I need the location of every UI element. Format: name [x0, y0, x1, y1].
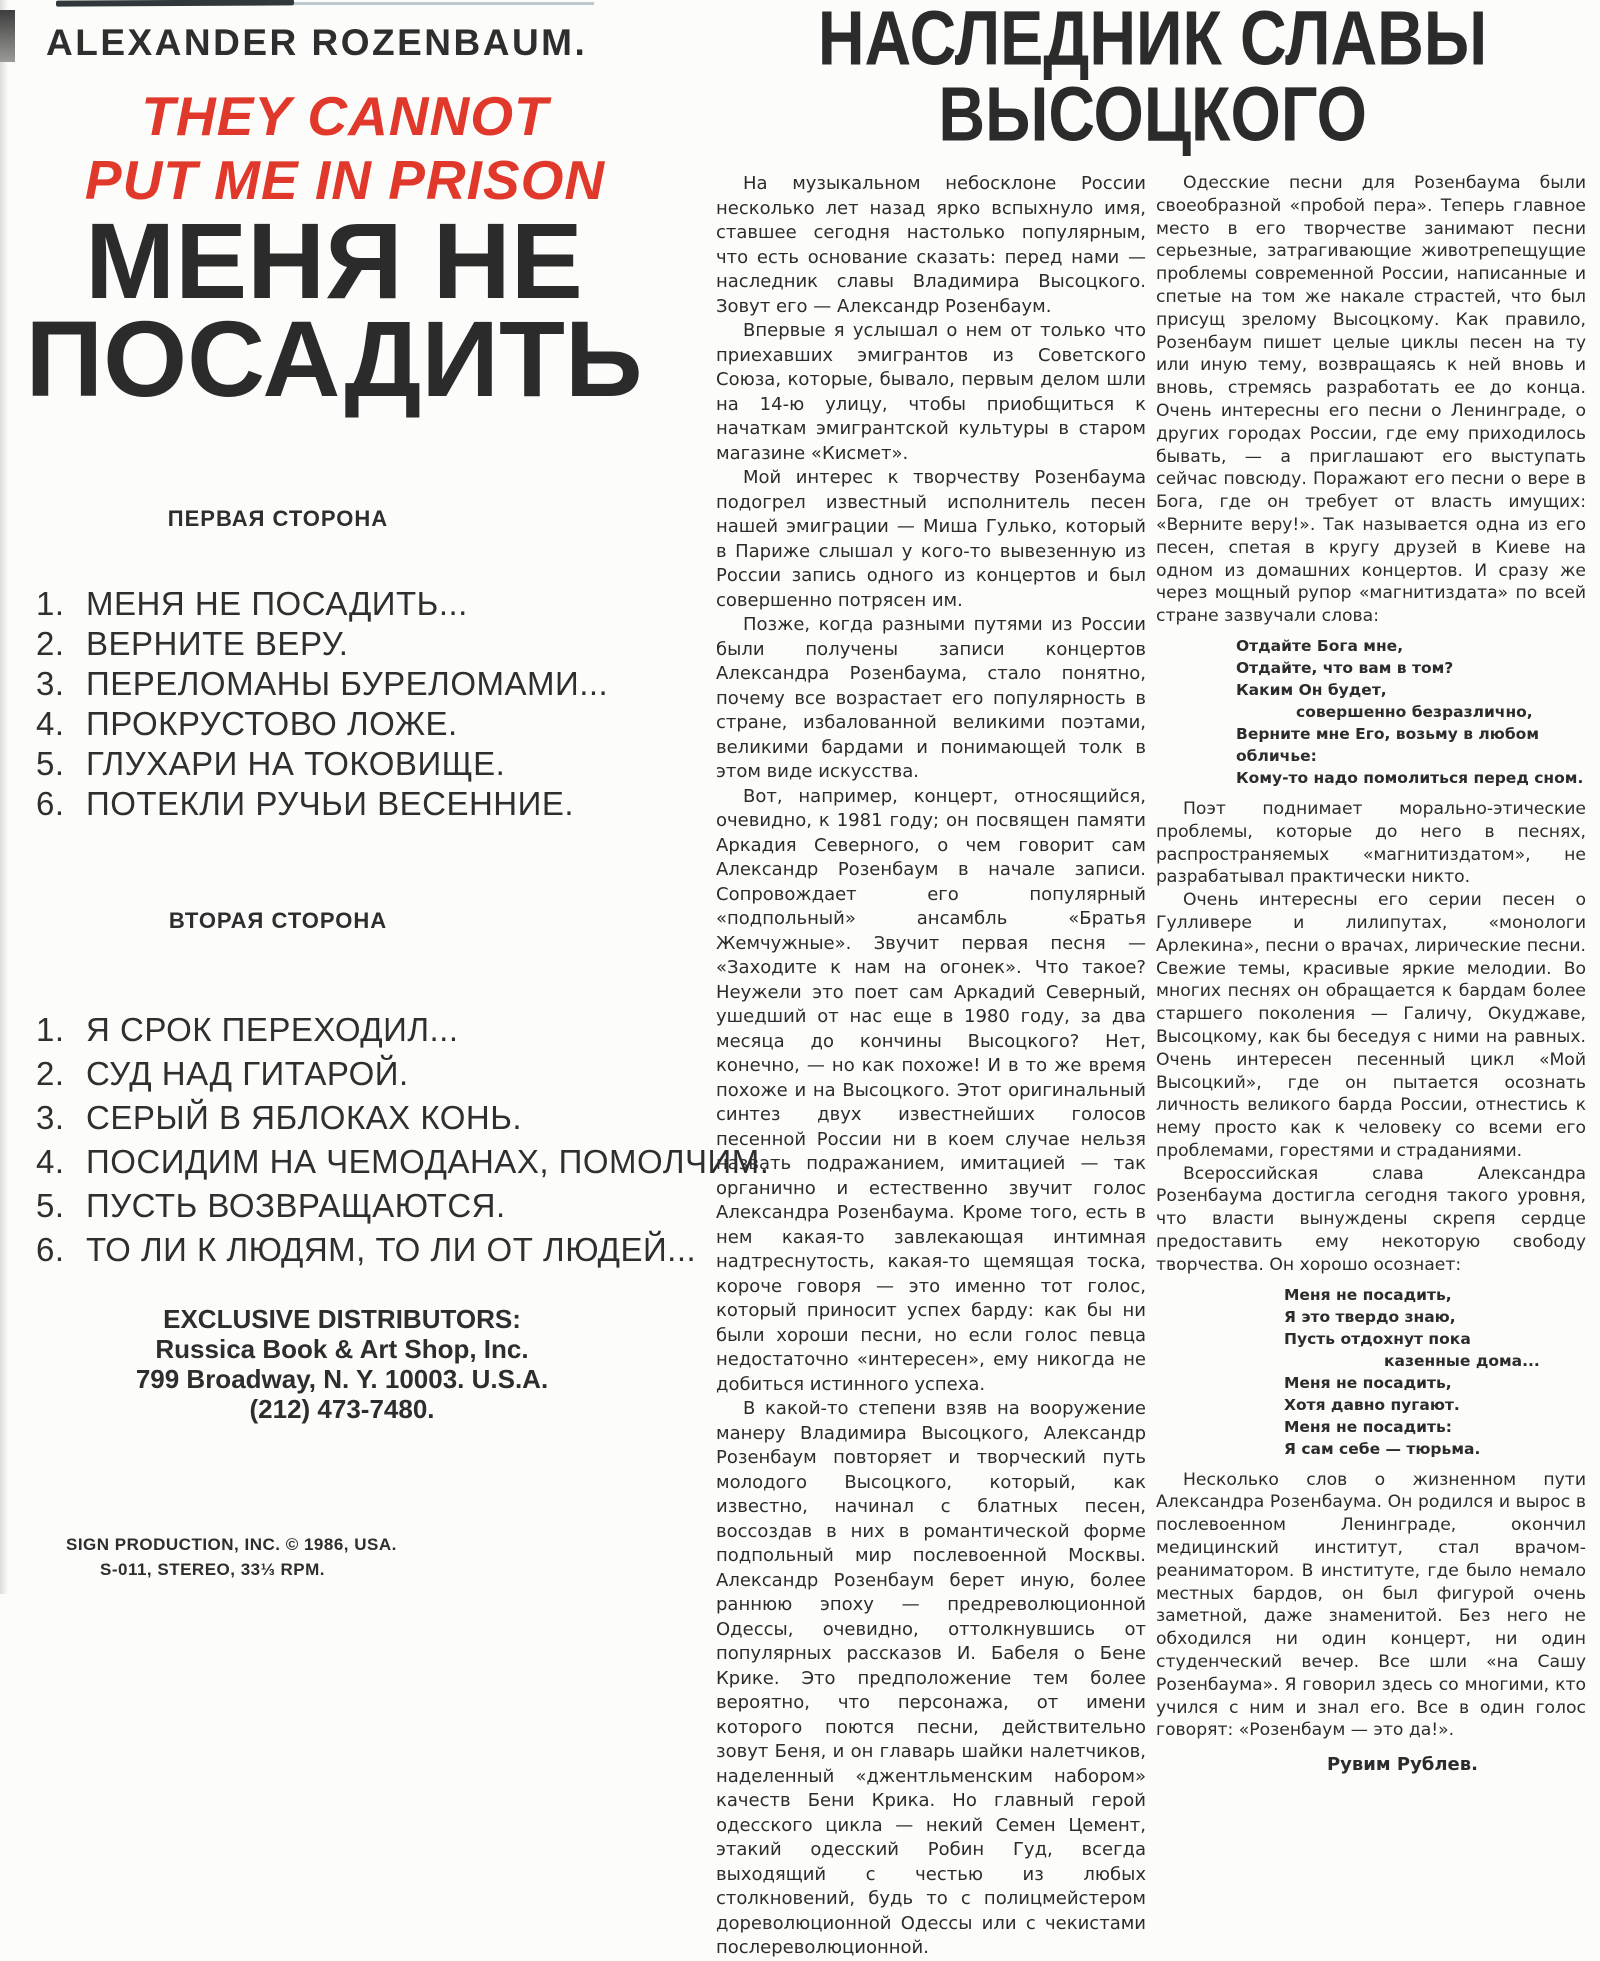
track-number: 1. — [36, 585, 65, 622]
track-number: 6. — [36, 785, 65, 822]
poem-line: Я это твердо знаю, — [1284, 1307, 1456, 1326]
article-paragraph: Всероссийская слава Александра Розенбаума достигла сегодня такого уровня, что власти вынуждены скрепя сердце предоставить ему некоторую свободу творчества. Он хорошо осознает: — [1156, 1163, 1586, 1275]
track-title: ПОСИДИМ НА ЧЕМОДАНАХ, ПОМОЛЧИМ. — [86, 1143, 770, 1180]
scan-artifact-top-faint — [294, 2, 594, 5]
poem-line: Меня не посадить, — [1284, 1285, 1452, 1304]
track-item — [36, 784, 608, 824]
scan-artifact-top-strip — [56, 0, 294, 7]
track-item — [36, 704, 608, 744]
track-number: 6. — [36, 1231, 65, 1268]
side2-tracklist — [36, 1008, 769, 1272]
poem-line: Меня не посадить: — [1284, 1417, 1452, 1436]
article-paragraph: Впервые я услышал о нем от только что приехавших эмигрантов из Советского Союза, которые, бывало, первым делом шли на 14-ю улицу, чтобы приобщиться к начаткам эмигрантской культуры в старом магазине «Кисмет». — [716, 320, 1146, 464]
track-number: 5. — [36, 1187, 65, 1224]
track-number: 2. — [36, 625, 65, 662]
track-number: 4. — [36, 1143, 65, 1180]
article-body — [716, 172, 1594, 1961]
track-item — [36, 584, 608, 624]
poem-line: Пусть отдохнут пока — [1284, 1329, 1471, 1348]
distributor-heading: EXCLUSIVE DISTRIBUTORS: — [163, 1304, 521, 1334]
english-title-line2: PUT ME IN PRISON — [84, 149, 606, 211]
article-column-2 — [1156, 172, 1586, 1961]
poem-line: Я сам себе — тюрьма. — [1284, 1439, 1481, 1458]
song-quote-1 — [1236, 635, 1586, 789]
side1-heading: ПЕРВАЯ СТОРОНА — [167, 506, 389, 531]
scan-artifact-corner — [0, 10, 15, 62]
catalog-number-line: S-011, STEREO, 33⅓ RPM. — [100, 1560, 326, 1579]
track-title: ТО ЛИ К ЛЮДЯМ, ТО ЛИ ОТ ЛЮДЕЙ... — [86, 1231, 697, 1268]
track-title: ПЕРЕЛОМАНЫ БУРЕЛОМАМИ... — [86, 665, 609, 702]
russian-title-line2: ПОСАДИТЬ — [25, 298, 643, 419]
track-title: ВЕРНИТЕ ВЕРУ. — [86, 625, 349, 662]
article-paragraph: Мой интерес к творчеству Розенбаума подогрел известный исполнитель песен нашей эмиграции — Миша Гулько, который в Париже слышал у кого-то вывезенную из России запись одного из концертов и был совершенно потрясен им. — [716, 467, 1146, 611]
track-number: 2. — [36, 1055, 65, 1092]
article-paragraph: Поэт поднимает морально-этические проблемы, которые до него в песнях, распространяемых «магнитиздатом», не разрабатывал практически никто. — [1156, 798, 1586, 888]
article-paragraph: Одесские песни для Розенбаума были своеобразной «пробой пера». Теперь главное место в его творчестве занимают песни серьезные, затрагивающие животрепещущие проблемы современной России, написанные и спетые на том же накале страстей, что был присущ зрелому Высоцкому. Как правило, Розенбаум пишет целые циклы песен на ту или иную тему, возвращаясь к ней вновь и вновь, стремясь разработать ее до конца. Очень интересны его песни о Ленинграде, о других городах России, где ему приходилось бывать, — а приглашают его выступать сейчас повсюду. Поражают его песни о вере в Бога, где он требует от власть имущих: «Верните веру!». Так называется одна из его песен, спетая в кругу друзей в Киеве на одном из домашних концертов. И сразу же через мощный рупор «магнитиздата» по всей стране зазвучали слова: — [1156, 173, 1586, 627]
track-title: ПУСТЬ ВОЗВРАЩАЮТСЯ. — [86, 1187, 506, 1224]
article-column-1 — [716, 172, 1146, 1961]
song-quote-2 — [1284, 1284, 1586, 1460]
english-title-line1: THEY CANNOT — [141, 85, 549, 147]
track-item — [36, 624, 608, 664]
english-album-title — [0, 84, 690, 212]
track-title: МЕНЯ НЕ ПОСАДИТЬ... — [86, 585, 468, 622]
track-title: ПОТЕКЛИ РУЧЬИ ВЕСЕННИЕ. — [86, 785, 575, 822]
article-title-line2: ВЫСОЦКОГО — [938, 71, 1368, 157]
track-number: 3. — [36, 665, 65, 702]
article-paragraph: Позже, когда разными путями из России были получены записи концертов Александра Розенбаума, стало понятно, почему все возрастает его популярность в стране, избалованной великими поэтами, великими бардами и понимающей толк в этом виде искусства. — [716, 614, 1146, 782]
track-number: 5. — [36, 745, 65, 782]
track-number: 3. — [36, 1099, 65, 1136]
track-title: Я СРОК ПЕРЕХОДИЛ... — [86, 1011, 459, 1048]
track-title: ГЛУХАРИ НА ТОКОВИЩЕ. — [86, 745, 506, 782]
poem-line: казенные дома... — [1384, 1351, 1540, 1370]
distributor-phone: (212) 473-7480. — [249, 1394, 435, 1424]
track-item — [36, 1228, 769, 1272]
poem-line: Отдайте Бога мне, — [1236, 636, 1404, 655]
article-paragraph: В какой-то степени взяв на вооружение манеру Владимира Высоцкого, Александр Розенбаум повторяет и творческий путь молодого Высоцкого, который, как известно, начинал с блатных песен, воссоздав в них в романтической форме подпольный мир послевоенной Москвы. Александр Розенбаум берет иную, более раннюю эпоху — предреволюционной Одессы, очевидно, оттолкнувшись от популярных рассказов И. Бабеля о Бене Крике. Это предположение тем более вероятно, что персонажа, от имени которого поются песни, действительно зовут Беня, и он главарь шайки налетчиков, наделенный «джентльменским набором» качеств Бени Крика. Но главный герой одесского цикла — некий Семен Цемент, этакий одесский Робин Гуд, всегда выходящий с честью из любых столкновений, будь то с полицмейстером дореволюционной Одессы или с чекистами послереволюционной. — [716, 1398, 1146, 1958]
article-title — [712, 0, 1594, 157]
production-credits — [66, 1532, 397, 1582]
poem-line: совершенно безразлично, — [1296, 702, 1533, 721]
article-paragraph: На музыкальном небосклоне России несколько лет назад ярко вспыхнуло имя, ставшее сегодня настолько популярным, что есть основание сказать: перед нами — наследник славы Владимира Высоцкого. Зовут его — Александр Розенбаум. — [716, 173, 1146, 317]
russian-title-line1: МЕНЯ НЕ — [85, 200, 583, 321]
track-title: СУД НАД ГИТАРОЙ. — [86, 1055, 409, 1092]
poem-line: Хотя давно пугают. — [1284, 1395, 1460, 1414]
production-company-line: SIGN PRODUCTION, INC. © 1986, USA. — [66, 1535, 397, 1554]
poem-line: Отдайте, что вам в том? — [1236, 658, 1454, 677]
track-item — [36, 664, 608, 704]
track-item — [36, 1140, 769, 1184]
poem-line: Каким Он будет, — [1236, 680, 1387, 699]
track-item — [36, 1052, 769, 1096]
track-item — [36, 1184, 769, 1228]
distributor-block — [12, 1304, 672, 1424]
article-paragraph: Очень интересны его серии песен о Гулливере и лилипутах, «монологи Арлекина», песни о врачах, лирические песни. Свежие темы, красивые яркие мелодии. Во многих песнях он обращается к бардам более старшего поколения — Галичу, Окуджаве, Высоцкому, как бы беседуя с ними на равных. Очень интересен песенный цикл «Мой Высоцкий», где он пытается осознать личность великого барда России, отнестись к нему просто как к человеку со всеми его проблемами, горестями и страданиями. — [1156, 890, 1586, 1161]
side2-heading: ВТОРАЯ СТОРОНА — [168, 908, 388, 933]
track-item — [36, 744, 608, 784]
poem-line: Кому-то надо помолиться перед сном. — [1236, 768, 1584, 787]
side1-tracklist — [36, 584, 608, 824]
track-number: 4. — [36, 705, 65, 742]
track-title: СЕРЫЙ В ЯБЛОКАХ КОНЬ. — [86, 1099, 523, 1136]
article-title-line1: НАСЛЕДНИК СЛАВЫ — [818, 0, 1488, 81]
track-title: ПРОКРУСТОВО ЛОЖЕ. — [86, 705, 458, 742]
russian-album-title — [0, 200, 668, 419]
poem-line: Меня не посадить, — [1284, 1373, 1452, 1392]
article-paragraph: Вот, например, концерт, относящийся, очевидно, к 1981 году; он посвящен памяти Аркадия Северного, о чем говорит сам Александр Розенбаум в начале записи. Сопровождает его популярный «подпольный» ансамбль «Братья Жемчужные». Звучит первая песня — «Заходите к нам на огонек». Что такое? Неужели это поет сам Аркадий Северный, ушедший от нас еще в 1980 году, за два месяца до кончины Высоцкого? Нет, конечно, — но как похоже! И в то же время похоже и на Высоцкого. Этот оригинальный синтез двух известнейших голосов песенной России ни в коем случае нельзя назвать подражанием, имитацией — так органично и естественно звучит голос Александра Розенбаума. Кроме того, есть в нем какая-то завлекающая интимная надтреснутость, какая-то щемящая тоска, короче говоря — это именно тот голос, который приносит успех барду: как бы ни были хороши песни, но если голос певца недостаточно «интересен», ему никогда не добиться истинного успеха. — [716, 785, 1146, 1395]
poem-line: Верните мне Его, возьму в любом обличье: — [1236, 724, 1539, 765]
track-item — [36, 1096, 769, 1140]
distributor-name: Russica Book & Art Shop, Inc. — [155, 1334, 529, 1364]
article-paragraph: Несколько слов о жизненном пути Александра Розенбаума. Он родился и вырос в послевоенном Ленинграде, окончил медицинский институт, стал врачом-реаниматором. В институте, где было немало местных бардов, он был фигурой очень заметной, даже знаменитой. Без него не обходился ни один концерт, ни один студенческий вечер. Все шли «на Сашу Розенбаума». Я говорил здесь со многими, кто учился с ним и знал его. Все в один голос говорят: «Розенбаум — это да!». — [1156, 1469, 1586, 1741]
track-item — [36, 1008, 769, 1052]
distributor-address: 799 Broadway, N. Y. 10003. U.S.A. — [135, 1364, 549, 1394]
author-signature: Рувим Рублев. — [1326, 1754, 1478, 1776]
artist-name: ALEXANDER ROZENBAUM. — [46, 22, 588, 63]
track-number: 1. — [36, 1011, 65, 1048]
